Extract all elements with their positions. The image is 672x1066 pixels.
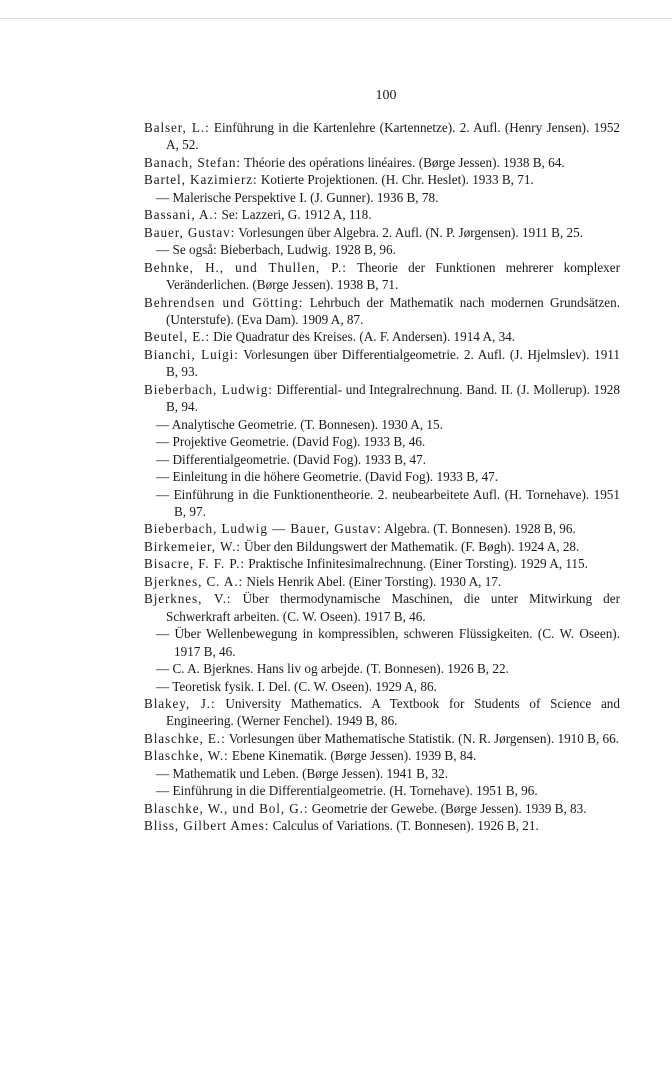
bibliography-entry [144, 765, 620, 782]
entry-text: University Mathematics. A Textbook for Students of Science and Engineering. (Werner Fenchel). 1949 B, 86. [166, 695, 620, 729]
entry-text: Kotierte Projektionen. (H. Chr. Heslet). 1933 B, 71. [257, 172, 534, 188]
entry-text: — Einführung in die Differentialgeometrie. (H. Tornehave). 1951 B, 96. [156, 783, 538, 799]
entry-text: Vorlesungen über Algebra. 2. Aufl. (N. P. Jørgensen). 1911 B, 25. [235, 224, 584, 240]
entry-text: Calculus of Variations. (T. Bonnesen). 1926 B, 21. [269, 818, 539, 834]
bibliography-entry [144, 433, 620, 450]
bibliography-entry [144, 468, 620, 485]
bibliography-entry [144, 328, 620, 345]
bibliography-entry [144, 294, 620, 329]
entry-text: Über thermodynamische Maschinen, die unter Mitwirkung der Schwerkraft arbeiten. (C. W. Oseen). 1917 B, 46. [166, 591, 621, 624]
entry-text: Théorie des opérations linéaires. (Børge Jessen). 1938 B, 64. [241, 154, 565, 170]
entry-author: Bjerknes, C. A.: [144, 573, 244, 589]
entry-author: Banach, Stefan: [144, 154, 241, 170]
bibliography-entry [144, 817, 620, 834]
entry-text: — Teoretisk fysik. I. Del. (C. W. Oseen). 1929 A, 86. [156, 678, 437, 694]
entry-author: Blaschke, W., und Bol, G.: [144, 800, 309, 816]
entry-text: Lehrbuch der Mathematik nach modernen Grundsätzen. (Unterstufe). (Eva Dam). 1909 A, 87. [166, 294, 620, 327]
bibliography-entry [144, 224, 620, 241]
entry-text: Differential- und Integralrechnung. Band. II. (J. Mollerup). 1928 B, 94. [166, 381, 620, 415]
bibliography-entry [144, 573, 620, 590]
bibliography-entry [144, 171, 620, 188]
bibliography-entry [144, 154, 620, 171]
entry-author: Beutel, E.: [144, 329, 210, 345]
bibliography-list [144, 119, 620, 835]
entry-author: Bisacre, F. F. P.: [144, 556, 245, 572]
bibliography-entry [144, 259, 620, 294]
entry-text: — C. A. Bjerknes. Hans liv og arbejde. (T. Bonnesen). 1926 B, 22. [156, 661, 509, 677]
bibliography-entry [144, 451, 620, 468]
bibliography-entry [144, 486, 620, 521]
entry-text: — Mathematik und Leben. (Børge Jessen). 1941 B, 32. [156, 765, 449, 781]
entry-author: Bliss, Gilbert Ames: [144, 818, 270, 834]
bibliography-entry [144, 346, 620, 381]
entry-text: — Differentialgeometrie. (David Fog). 1933 B, 47. [156, 451, 427, 467]
entry-text: Über den Bildungswert der Mathematik. (F. Bøgh). 1924 A, 28. [240, 538, 580, 554]
entry-text: — Einleitung in die höhere Geometrie. (David Fog). 1933 B, 47. [156, 469, 499, 485]
entry-author: Behnke, H., und Thullen, P.: [144, 259, 347, 275]
entry-text: — Se også: Bieberbach, Ludwig. 1928 B, 96. [156, 242, 396, 258]
entry-text: Geometrie der Gewebe. (Børge Jessen). 1939 B, 83. [308, 800, 587, 816]
entry-author: Bjerknes, V.: [144, 591, 232, 607]
entry-author: Blaschke, E.: [144, 730, 226, 746]
entry-author: Bieberbach, Ludwig — Bauer, Gustav: [144, 521, 382, 537]
entry-author: Behrendsen und Götting: [144, 294, 304, 310]
top-rule [0, 18, 672, 19]
entry-author: Birkemeier, W.: [144, 538, 241, 554]
entry-text: Theorie der Funktionen mehrerer komplexer Veränderlichen. (Børge Jessen). 1938 B, 71. [166, 259, 620, 293]
entry-author: Bianchi, Luigi: [144, 346, 239, 362]
bibliography-entry [144, 660, 620, 677]
bibliography-entry [144, 206, 620, 223]
entry-text: Ebene Kinematik. (Børge Jessen). 1939 B, 84. [228, 748, 477, 764]
bibliography-entry [144, 538, 620, 555]
bibliography-entry [144, 590, 620, 625]
bibliography-entry [144, 625, 620, 660]
entry-text: Einführung in die Kartenlehre (Kartennetze). 2. Aufl. (Henry Jensen). 1952 A, 52. [166, 120, 621, 153]
bibliography-entry [144, 747, 620, 764]
bibliography-entry [144, 730, 620, 747]
bibliography-entry [144, 800, 620, 817]
bibliography-entry [144, 416, 620, 433]
entry-author: Bieberbach, Ludwig: [144, 381, 273, 397]
entry-text: Se: Lazzeri, G. 1912 A, 118. [218, 207, 372, 223]
bibliography-entry [144, 555, 620, 572]
entry-author: Bartel, Kazimierz: [144, 172, 258, 188]
entry-author: Bassani, A.: [144, 207, 219, 223]
entry-text: — Einführung in die Funktionentheorie. 2. neubearbeitete Aufl. (H. Tornehave). 1951 B, 97. [156, 486, 620, 519]
page-number: 100 [375, 88, 397, 103]
entry-author: Balser, L.: [144, 120, 210, 135]
bibliography-entry [144, 119, 620, 154]
bibliography-entry [144, 782, 620, 799]
entry-author: Blakey, J.: [144, 695, 216, 711]
entry-text: — Analytische Geometrie. (T. Bonnesen). 1930 A, 15. [156, 416, 443, 432]
entry-text: — Projektive Geometrie. (David Fog). 1933 B, 46. [156, 434, 426, 450]
entry-text: Vorlesungen über Differentialgeometrie. 2. Aufl. (J. Hjelmslev). 1911 B, 93. [166, 346, 620, 380]
entry-text: Praktische Infinitesimalrechnung. (Einer Torsting). 1929 A, 115. [244, 556, 588, 572]
entry-text: — Malerische Perspektive I. (J. Gunner). 1936 B, 78. [156, 189, 439, 205]
bibliography-entry [144, 678, 620, 695]
bibliography-entry [144, 520, 620, 537]
entry-text: Die Quadratur des Kreises. (A. F. Andersen). 1914 A, 34. [209, 329, 516, 345]
bibliography-entry [144, 381, 620, 416]
entry-text: — Über Wellenbewegung in kompressiblen, schweren Flüssigkeiten. (C. W. Oseen). 1917 B, 46. [156, 626, 620, 659]
entry-text: Algebra. (T. Bonnesen). 1928 B, 96. [381, 521, 576, 537]
bibliography-entry [144, 695, 620, 730]
bibliography-entry [144, 241, 620, 258]
entry-author: Bauer, Gustav: [144, 224, 236, 240]
bibliography-entry [144, 189, 620, 206]
entry-author: Blaschke, W.: [144, 748, 229, 764]
entry-text: Vorlesungen über Mathematische Statistik. (N. R. Jørgensen). 1910 B, 66. [225, 730, 620, 746]
entry-text: Niels Henrik Abel. (Einer Torsting). 1930 A, 17. [243, 573, 502, 589]
